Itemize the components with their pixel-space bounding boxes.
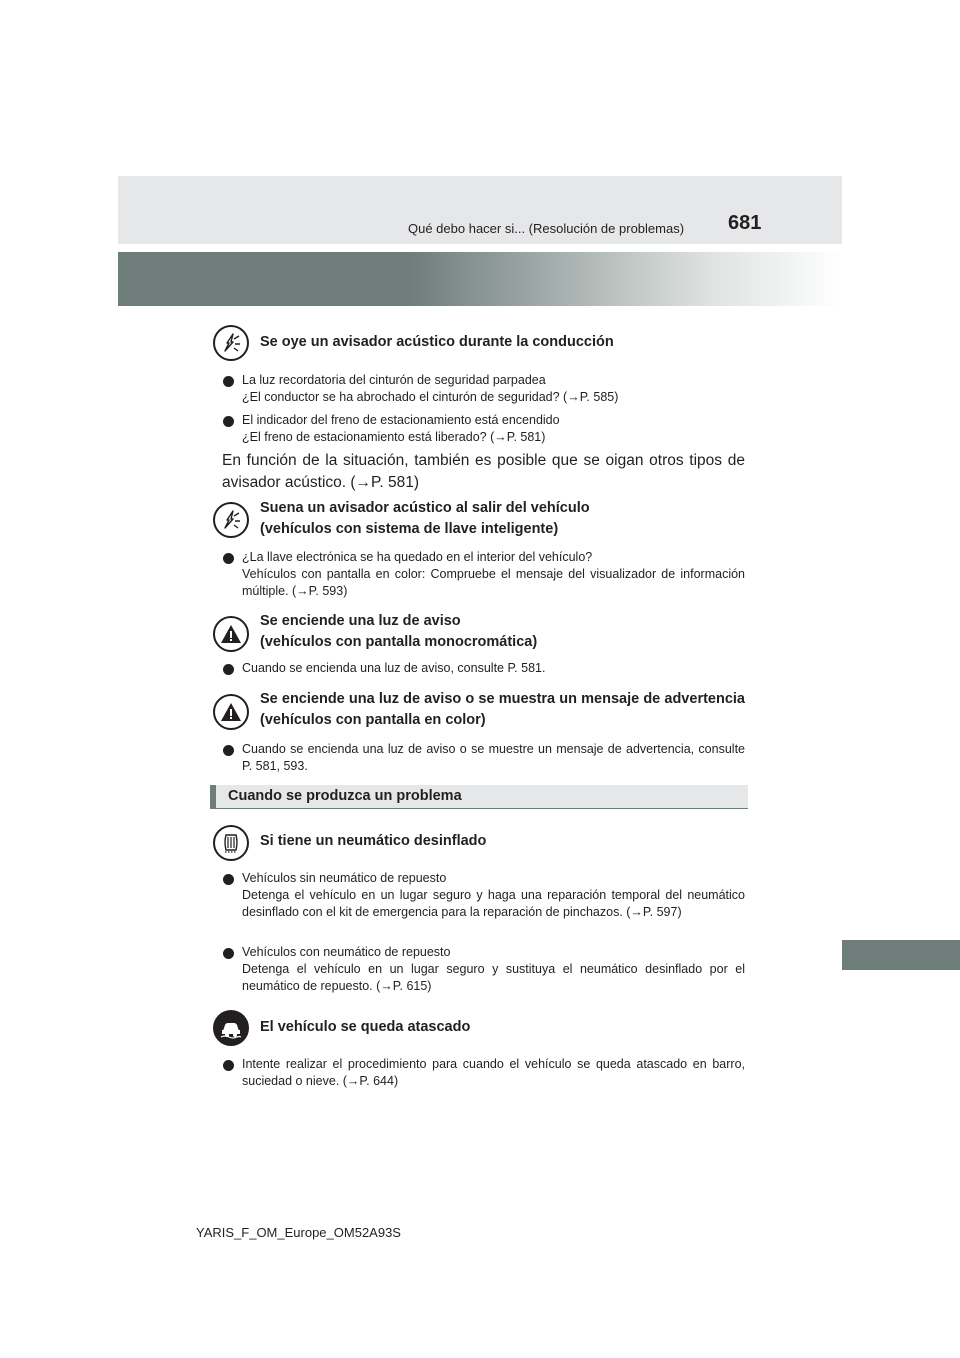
heading-buzzer-driving: Se oye un avisador acústico durante la conducción [260, 334, 614, 350]
flat-tire-icon [213, 825, 249, 861]
bullet [223, 416, 234, 427]
buzzer-icon [213, 325, 249, 361]
bullet [223, 553, 234, 564]
document-code: YARIS_F_OM_Europe_OM52A93S [196, 1225, 401, 1240]
bullet-line: Cuando se encienda una luz de aviso, consulte P. 581. [242, 661, 546, 675]
bullet-text [242, 372, 745, 406]
bullet-text [242, 549, 745, 600]
bullet-line: El indicador del freno de estacionamiento está encendido [242, 413, 560, 427]
header-section-title: Qué debo hacer si... (Resolución de problemas) [408, 221, 685, 236]
bullet-line: Vehículos sin neumático de repuesto [242, 871, 447, 885]
heading-line: Se enciende una luz de aviso [260, 613, 461, 629]
bullet [223, 664, 234, 675]
warning-icon [213, 694, 249, 730]
bullet-line: ¿El freno de estacionamiento está liberado? (→P. 581) [242, 430, 546, 444]
bullet [223, 376, 234, 387]
bullet [223, 1060, 234, 1071]
heading-line: Suena un avisador acústico al salir del vehículo [260, 500, 590, 516]
bullet [223, 948, 234, 959]
bullet-text [242, 944, 745, 995]
warning-icon [213, 616, 249, 652]
bullet [223, 874, 234, 885]
heading-line: (vehículos con sistema de llave inteligente) [260, 521, 559, 537]
bullet-line: ¿El conductor se ha abrochado el cinturón de seguridad? (→P. 585) [242, 390, 619, 404]
bullet-line: Cuando se encienda una luz de aviso o se muestre un mensaje de advertencia, consulte P. 581, 593. [242, 742, 745, 773]
bullet-line: ¿La llave electrónica se ha quedado en el interior del vehículo? [242, 550, 593, 564]
bullet-line: Intente realizar el procedimiento para cuando el vehículo se queda atascado en barro, suciedad o nieve. (→P. 644) [242, 1057, 745, 1088]
section-header [210, 785, 748, 809]
bullet-line: Vehículos con neumático de repuesto [242, 945, 451, 959]
bullet-text [242, 660, 745, 677]
bullet-text [242, 870, 745, 921]
bullet [223, 745, 234, 756]
page-number: 681 [728, 212, 762, 234]
heading-buzzer-exit [260, 498, 590, 540]
stuck-vehicle-icon [213, 1010, 249, 1046]
chapter-band [118, 252, 842, 306]
bullet-line: Detenga el vehículo en un lugar seguro y sustituya el neumático desinflado por el neumático de repuesto. (→P. 615) [242, 962, 745, 993]
bullet-line: Detenga el vehículo en un lugar seguro y haga una reparación temporal del neumático desinflado con el kit de emergencia para la reparación de pinchazos. (→P. 597) [242, 888, 745, 919]
bullet-text [242, 741, 745, 775]
bullet-text [242, 1056, 745, 1090]
heading-line: (vehículos con pantalla monocromática) [260, 634, 538, 650]
heading-flat-tire: Si tiene un neumático desinflado [260, 833, 487, 849]
bullet-text [242, 412, 745, 446]
chapter-side-tab [842, 940, 960, 970]
heading-stuck-vehicle: El vehículo se queda atascado [260, 1019, 471, 1035]
bullet-line: Vehículos con pantalla en color: Compruebe el mensaje del visualizador de información múltiple. (→P. 593) [242, 567, 745, 598]
heading-warning-mono [260, 611, 537, 653]
paragraph-other-buzzers: En función de la situación, también es posible que se oigan otros tipos de avisador acústico. (→P. 581) [222, 452, 745, 491]
buzzer-icon [213, 502, 249, 538]
section-title: Cuando se produzca un problema [228, 788, 462, 804]
heading-warning-color: Se enciende una luz de aviso o se muestra un mensaje de advertencia (vehículos con pantalla en color) [260, 691, 745, 728]
bullet-line: La luz recordatoria del cinturón de seguridad parpadea [242, 373, 546, 387]
